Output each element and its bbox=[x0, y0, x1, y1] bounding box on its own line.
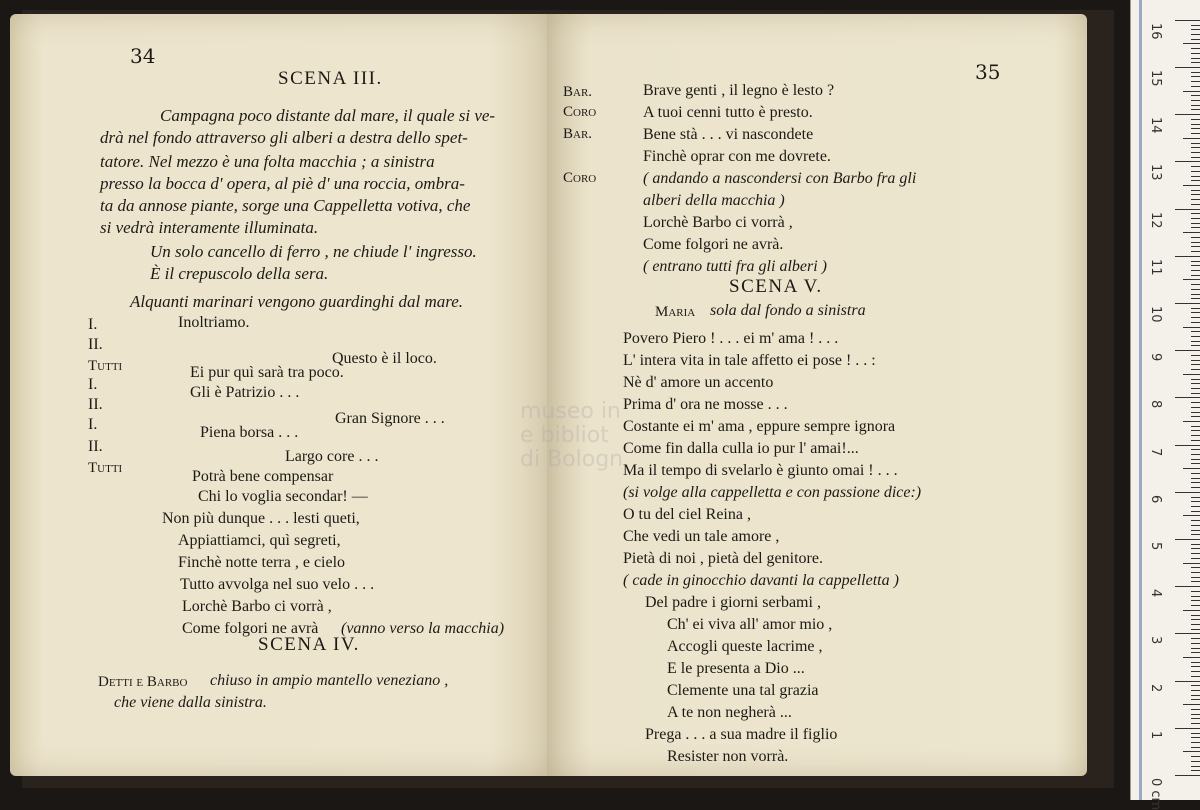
ruler-minor-tick bbox=[1191, 237, 1200, 238]
ruler-minor-tick bbox=[1191, 520, 1200, 521]
ruler-minor-tick bbox=[1191, 25, 1200, 26]
monologue-line: A te non negherà ... bbox=[667, 704, 792, 721]
ruler-minor-tick bbox=[1191, 662, 1200, 663]
monologue-direction: (si volge alla cappelletta e con passione dice:) bbox=[623, 484, 922, 501]
stage-direction-line: presso la bocca d' opera, al piè d' una roccia, ombra- bbox=[100, 174, 465, 193]
dialogue-line: Gli è Patrizio . . . bbox=[190, 384, 300, 401]
ruler-minor-tick bbox=[1191, 553, 1200, 554]
speaker: Coro bbox=[563, 104, 597, 120]
monologue-line: Prega . . . a sua madre il figlio bbox=[645, 726, 838, 743]
ruler-minor-tick bbox=[1191, 473, 1200, 474]
monologue-line: Clemente una tal grazia bbox=[667, 682, 819, 699]
ruler-minor-tick bbox=[1191, 699, 1200, 700]
ruler-minor-tick bbox=[1191, 176, 1200, 177]
scene5-direction: sola dal fondo a sinistra bbox=[710, 302, 866, 319]
ruler-minor-tick bbox=[1191, 190, 1200, 191]
watermark-line: di Bologn bbox=[520, 447, 624, 472]
scene4-direction: che viene dalla sinistra. bbox=[114, 694, 267, 711]
ruler-minor-tick bbox=[1191, 478, 1200, 479]
ruler-label: 9 bbox=[1148, 353, 1163, 362]
right-page bbox=[547, 14, 1087, 776]
monologue-line: Nè d' amore un accento bbox=[623, 374, 774, 391]
stage-direction-line: drà nel fondo attraverso gli alberi a destra dello spet- bbox=[100, 128, 468, 147]
ruler-label: 1 bbox=[1148, 730, 1163, 740]
dialogue-line: Potrà bene compensar bbox=[192, 468, 334, 485]
ruler-minor-tick bbox=[1191, 379, 1200, 380]
ruler-minor-tick bbox=[1191, 695, 1200, 696]
sailors-line: Alquanti marinari vengono guardinghi dal mare. bbox=[130, 292, 464, 311]
ruler-minor-tick bbox=[1191, 53, 1200, 54]
ruler-minor-tick bbox=[1191, 714, 1200, 715]
ruler-label: 5 bbox=[1148, 542, 1163, 551]
ruler-minor-tick bbox=[1191, 105, 1200, 106]
monologue-line: Resister non vorrà. bbox=[667, 748, 789, 765]
ruler-minor-tick bbox=[1183, 279, 1200, 280]
speaker: I. bbox=[88, 376, 98, 393]
ruler-minor-tick bbox=[1183, 515, 1200, 516]
ruler-minor-tick bbox=[1191, 199, 1200, 200]
ruler-minor-tick bbox=[1191, 308, 1200, 309]
ruler-minor-tick bbox=[1191, 430, 1200, 431]
ruler-minor-tick bbox=[1191, 435, 1200, 436]
dusk-line: È il crepuscolo della sera. bbox=[150, 264, 329, 283]
ruler-label: 3 bbox=[1148, 636, 1163, 645]
stage-direction-line: si vedrà interamente illuminata. bbox=[100, 218, 319, 237]
dialogue-line: Brave genti , il legno è lesto ? bbox=[643, 82, 835, 99]
ruler-minor-tick bbox=[1191, 652, 1200, 653]
ruler-minor-tick bbox=[1191, 534, 1200, 535]
monologue-line: Prima d' ora ne mosse . . . bbox=[623, 396, 788, 413]
ruler-minor-tick bbox=[1191, 770, 1200, 771]
stage-direction-line: ta da annose piante, sorge una Cappelletta votiva, che bbox=[100, 196, 471, 215]
ruler-minor-tick bbox=[1191, 364, 1200, 365]
ruler-minor-tick bbox=[1191, 218, 1200, 219]
monologue-line: L' intera vita in tale affetto ei pose ! . . : bbox=[623, 352, 876, 369]
ruler-minor-tick bbox=[1191, 336, 1200, 337]
speaker: I. bbox=[88, 416, 98, 433]
dialogue-line: Lorchè Barbo ci vorrà , bbox=[643, 214, 793, 231]
verse-line: Non più dunque . . . lesti queti, bbox=[162, 510, 360, 527]
verse-line: Finchè notte terra , e cielo bbox=[178, 554, 346, 571]
ruler-minor-tick bbox=[1191, 648, 1200, 649]
ruler-minor-tick bbox=[1191, 605, 1200, 606]
ruler-minor-tick bbox=[1191, 76, 1200, 77]
ruler-minor-tick bbox=[1191, 29, 1200, 30]
ruler-minor-tick bbox=[1191, 416, 1200, 417]
page-number-left: 34 bbox=[130, 44, 156, 68]
ruler-major-tick bbox=[1175, 586, 1200, 587]
ruler-minor-tick bbox=[1191, 463, 1200, 464]
ruler-major-tick bbox=[1175, 161, 1200, 162]
ruler-minor-tick bbox=[1191, 440, 1200, 441]
monologue-line: Ch' ei viva all' amor mio , bbox=[667, 616, 833, 633]
ruler-minor-tick bbox=[1191, 95, 1200, 96]
ruler-minor-tick bbox=[1191, 317, 1200, 318]
ruler-minor-tick bbox=[1191, 671, 1200, 672]
ruler-label: 13 bbox=[1148, 164, 1163, 181]
scene-title-5: SCENA V. bbox=[729, 276, 823, 297]
monologue-line: Ma il tempo di svelarlo è giunto omai ! . . . bbox=[623, 462, 898, 479]
dialogue-line: Come folgori ne avrà. bbox=[643, 236, 784, 253]
ruler-minor-tick bbox=[1183, 327, 1200, 328]
ruler-minor-tick bbox=[1191, 690, 1200, 691]
scene-title-4: SCENA IV. bbox=[258, 634, 360, 655]
left-page bbox=[10, 14, 555, 776]
ruler-minor-tick bbox=[1183, 563, 1200, 564]
ruler-minor-tick bbox=[1191, 261, 1200, 262]
ruler-minor-tick bbox=[1191, 242, 1200, 243]
ruler-minor-tick bbox=[1191, 747, 1200, 748]
ruler-minor-tick bbox=[1191, 544, 1200, 545]
ruler-minor-tick bbox=[1191, 497, 1200, 498]
ruler-minor-tick bbox=[1191, 128, 1200, 129]
dialogue-line: Finchè oprar con me dovrete. bbox=[643, 148, 831, 165]
monologue-line: Come fin dalla culla io pur l' amai!... bbox=[623, 440, 859, 457]
monologue-line: O tu del ciel Reina , bbox=[623, 506, 751, 523]
speaker: Tutti bbox=[88, 358, 123, 374]
ruler-label: 11 bbox=[1148, 258, 1163, 276]
ruler-major-tick bbox=[1175, 728, 1200, 729]
ruler-major-tick bbox=[1175, 445, 1200, 446]
ruler-major-tick bbox=[1175, 303, 1200, 304]
ruler-minor-tick bbox=[1191, 265, 1200, 266]
ruler-minor-tick bbox=[1191, 147, 1200, 148]
ruler-minor-tick bbox=[1191, 109, 1200, 110]
ruler-minor-tick bbox=[1191, 180, 1200, 181]
ruler-minor-tick bbox=[1191, 766, 1200, 767]
ruler-minor-tick bbox=[1191, 152, 1200, 153]
ruler-minor-tick bbox=[1183, 657, 1200, 658]
ruler-minor-tick bbox=[1191, 629, 1200, 630]
ruler-minor-tick bbox=[1191, 600, 1200, 601]
ruler-minor-tick bbox=[1183, 610, 1200, 611]
speaker: II. bbox=[88, 336, 103, 353]
ruler-minor-tick bbox=[1191, 449, 1200, 450]
ruler-major-tick bbox=[1175, 209, 1200, 210]
stage-direction-line: tatore. Nel mezzo è una folta macchia ; a sinistra bbox=[100, 152, 435, 171]
ruler-minor-tick bbox=[1191, 454, 1200, 455]
ruler-minor-tick bbox=[1191, 619, 1200, 620]
ruler-minor-tick bbox=[1183, 232, 1200, 233]
ruler-minor-tick bbox=[1191, 119, 1200, 120]
ruler-minor-tick bbox=[1191, 426, 1200, 427]
monologue-direction: ( cade in ginocchio davanti la cappelletta ) bbox=[623, 572, 899, 589]
ruler-minor-tick bbox=[1191, 511, 1200, 512]
ruler-minor-tick bbox=[1191, 298, 1200, 299]
watermark-line: museo in bbox=[520, 399, 621, 424]
dialogue-line: alberi della macchia ) bbox=[643, 192, 785, 209]
ruler-major-tick bbox=[1175, 350, 1200, 351]
speaker: II. bbox=[88, 396, 103, 413]
ruler-major-tick bbox=[1175, 633, 1200, 634]
ruler-minor-tick bbox=[1191, 388, 1200, 389]
monologue-line: Del padre i giorni serbami , bbox=[645, 594, 821, 611]
ruler-minor-tick bbox=[1191, 737, 1200, 738]
speaker: II. bbox=[88, 438, 103, 455]
stage-direction-line: Campagna poco distante dal mare, il quale si ve- bbox=[160, 106, 496, 125]
ruler-minor-tick bbox=[1191, 558, 1200, 559]
ruler-minor-tick bbox=[1191, 124, 1200, 125]
ruler-minor-tick bbox=[1191, 171, 1200, 172]
ruler-label: 8 bbox=[1148, 400, 1163, 409]
speaker: Tutti bbox=[88, 460, 123, 476]
ruler-minor-tick bbox=[1191, 322, 1200, 323]
ruler-minor-tick bbox=[1191, 482, 1200, 483]
monologue-line: Che vedi un tale amore , bbox=[623, 528, 780, 545]
ruler-minor-tick bbox=[1191, 577, 1200, 578]
watermark-line: e bibliot bbox=[520, 423, 609, 448]
dialogue-line: Inoltriamo. bbox=[178, 314, 250, 331]
ruler-minor-tick bbox=[1191, 676, 1200, 677]
ruler-major-tick bbox=[1175, 256, 1200, 257]
ruler-minor-tick bbox=[1183, 91, 1200, 92]
ruler-minor-tick bbox=[1191, 345, 1200, 346]
ruler-minor-tick bbox=[1191, 572, 1200, 573]
ruler-minor-tick bbox=[1191, 393, 1200, 394]
dialogue-line: Piena borsa . . . bbox=[200, 424, 299, 441]
ruler-major-tick bbox=[1175, 492, 1200, 493]
ruler-minor-tick bbox=[1191, 742, 1200, 743]
ruler-minor-tick bbox=[1191, 143, 1200, 144]
ruler-label: 2 bbox=[1148, 683, 1163, 692]
ruler-minor-tick bbox=[1191, 596, 1200, 597]
speaker: Bar. bbox=[563, 126, 593, 142]
ruler-label: 6 bbox=[1148, 494, 1163, 504]
scene5-speaker: Maria bbox=[655, 304, 696, 320]
verse-line: Appiattiamci, quì segreti, bbox=[178, 532, 341, 549]
ruler-minor-tick bbox=[1191, 39, 1200, 40]
speaker: I. bbox=[88, 316, 98, 333]
ruler-minor-tick bbox=[1191, 581, 1200, 582]
ruler-minor-tick bbox=[1191, 227, 1200, 228]
ruler-minor-tick bbox=[1183, 43, 1200, 44]
ruler-minor-tick bbox=[1183, 704, 1200, 705]
ruler-minor-tick bbox=[1191, 487, 1200, 488]
page-number-right: 35 bbox=[975, 60, 1001, 84]
ruler-minor-tick bbox=[1191, 284, 1200, 285]
ruler-minor-tick bbox=[1191, 204, 1200, 205]
monologue-line: Povero Piero ! . . . ei m' ama ! . . . bbox=[623, 330, 839, 347]
ruler-minor-tick bbox=[1191, 341, 1200, 342]
monologue-line: Costante ei m' ama , eppure sempre ignora bbox=[623, 418, 896, 435]
ruler-minor-tick bbox=[1191, 275, 1200, 276]
ruler-minor-tick bbox=[1191, 733, 1200, 734]
ruler-minor-tick bbox=[1191, 270, 1200, 271]
ruler-major-tick bbox=[1175, 114, 1200, 115]
ruler-minor-tick bbox=[1191, 459, 1200, 460]
ruler-minor-tick bbox=[1191, 34, 1200, 35]
ruler-minor-tick bbox=[1191, 58, 1200, 59]
ruler-major-tick bbox=[1175, 539, 1200, 540]
ruler-label: 12 bbox=[1148, 211, 1163, 229]
ruler-minor-tick bbox=[1191, 355, 1200, 356]
scene-title-3: SCENA III. bbox=[278, 68, 383, 89]
ruler-minor-tick bbox=[1191, 643, 1200, 644]
ruler-minor-tick bbox=[1183, 374, 1200, 375]
ruler-minor-tick bbox=[1191, 369, 1200, 370]
ruler-minor-tick bbox=[1191, 501, 1200, 502]
measurement-ruler bbox=[1130, 0, 1200, 810]
ruler-label: 14 bbox=[1148, 117, 1163, 134]
ruler-minor-tick bbox=[1191, 48, 1200, 49]
ruler-minor-tick bbox=[1191, 506, 1200, 507]
ruler-major-tick bbox=[1175, 681, 1200, 682]
dialogue-line: A tuoi cenni tutto è presto. bbox=[643, 104, 813, 121]
ruler-minor-tick bbox=[1191, 294, 1200, 295]
ruler-minor-tick bbox=[1191, 761, 1200, 762]
ruler-minor-tick bbox=[1191, 383, 1200, 384]
museum-watermark bbox=[520, 400, 623, 472]
gate-line: Un solo cancello di ferro , ne chiude l' ingresso. bbox=[150, 242, 477, 261]
ruler-major-tick bbox=[1175, 775, 1200, 776]
ruler-minor-tick bbox=[1191, 157, 1200, 158]
verse-line: Lorchè Barbo ci vorrà , bbox=[182, 598, 332, 615]
dialogue-line: Ei pur quì sarà tra poco. bbox=[190, 364, 344, 381]
scene4-speaker: Detti e Barbo bbox=[98, 674, 188, 690]
monologue-line: Accogli queste lacrime , bbox=[667, 638, 823, 655]
ruler-minor-tick bbox=[1191, 100, 1200, 101]
ruler-minor-tick bbox=[1191, 407, 1200, 408]
dialogue-line: Bene stà . . . vi nascondete bbox=[643, 126, 814, 143]
verse-line: Come folgori ne avrà bbox=[182, 620, 319, 637]
ruler-minor-tick bbox=[1191, 591, 1200, 592]
ruler-minor-tick bbox=[1183, 185, 1200, 186]
ruler-minor-tick bbox=[1191, 624, 1200, 625]
ruler-minor-tick bbox=[1191, 194, 1200, 195]
ruler-minor-tick bbox=[1191, 312, 1200, 313]
dialogue-line: Questo è il loco. bbox=[332, 350, 437, 367]
ruler-minor-tick bbox=[1191, 530, 1200, 531]
ruler-minor-tick bbox=[1183, 468, 1200, 469]
ruler-minor-tick bbox=[1191, 638, 1200, 639]
ruler-minor-tick bbox=[1191, 289, 1200, 290]
dialogue-line: Largo core . . . bbox=[285, 448, 379, 465]
ruler-minor-tick bbox=[1191, 360, 1200, 361]
ruler-minor-tick bbox=[1191, 223, 1200, 224]
ruler-minor-tick bbox=[1191, 133, 1200, 134]
ruler-minor-tick bbox=[1191, 709, 1200, 710]
ruler-label: 0 cm bbox=[1148, 778, 1163, 810]
ruler-minor-tick bbox=[1183, 421, 1200, 422]
ruler-major-tick bbox=[1175, 397, 1200, 398]
ruler-minor-tick bbox=[1191, 402, 1200, 403]
ruler-minor-tick bbox=[1191, 81, 1200, 82]
ruler-minor-tick bbox=[1191, 86, 1200, 87]
ruler-major-tick bbox=[1175, 20, 1200, 21]
ruler-minor-tick bbox=[1191, 666, 1200, 667]
scene4-direction: chiuso in ampio mantello veneziano , bbox=[210, 672, 449, 689]
ruler-minor-tick bbox=[1191, 331, 1200, 332]
ruler-minor-tick bbox=[1191, 525, 1200, 526]
monologue-line: E le presenta a Dio ... bbox=[667, 660, 805, 677]
ruler-minor-tick bbox=[1191, 251, 1200, 252]
ruler-minor-tick bbox=[1191, 615, 1200, 616]
ruler-minor-tick bbox=[1191, 718, 1200, 719]
verse-line: Tutto avvolga nel suo velo . . . bbox=[180, 576, 375, 593]
ruler-label: 15 bbox=[1148, 70, 1163, 87]
ruler-minor-tick bbox=[1191, 213, 1200, 214]
ruler-minor-tick bbox=[1191, 412, 1200, 413]
ruler-minor-tick bbox=[1191, 723, 1200, 724]
dialogue-line: ( andando a nascondersi con Barbo fra gli bbox=[643, 170, 917, 187]
dialogue-line: Gran Signore . . . bbox=[335, 410, 445, 427]
ruler-minor-tick bbox=[1191, 246, 1200, 247]
verse-line: Chi lo voglia secondar! — bbox=[198, 488, 368, 505]
ruler-minor-tick bbox=[1183, 138, 1200, 139]
monologue-line: Pietà di noi , pietà del genitore. bbox=[623, 550, 823, 567]
ruler-label: 4 bbox=[1148, 589, 1163, 598]
ruler-label: 10 bbox=[1148, 306, 1163, 323]
ruler-label: 16 bbox=[1148, 22, 1163, 40]
ruler-minor-tick bbox=[1191, 72, 1200, 73]
ruler-minor-tick bbox=[1191, 756, 1200, 757]
speaker: Coro bbox=[563, 170, 597, 186]
ruler-minor-tick bbox=[1191, 567, 1200, 568]
ruler-minor-tick bbox=[1191, 685, 1200, 686]
stage-direction-inline: (vanno verso la macchia) bbox=[341, 620, 505, 637]
ruler-minor-tick bbox=[1191, 62, 1200, 63]
ruler-edge bbox=[1139, 0, 1142, 800]
ruler-label: 7 bbox=[1148, 447, 1163, 456]
ruler-minor-tick bbox=[1191, 548, 1200, 549]
ruler-minor-tick bbox=[1183, 751, 1200, 752]
ruler-major-tick bbox=[1175, 67, 1200, 68]
ruler-minor-tick bbox=[1191, 166, 1200, 167]
speaker: Bar. bbox=[563, 84, 593, 100]
dialogue-line: ( entrano tutti fra gli alberi ) bbox=[643, 258, 827, 275]
